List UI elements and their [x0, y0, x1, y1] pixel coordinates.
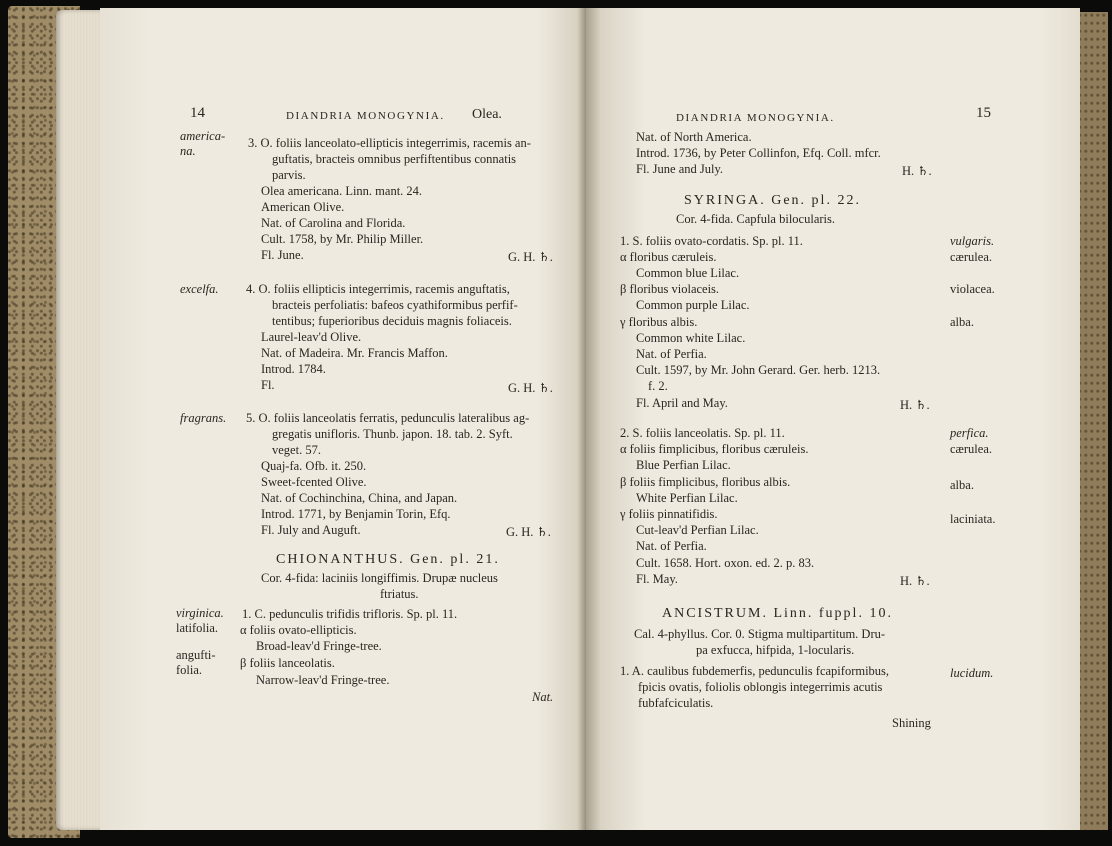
right-page — [586, 8, 1080, 830]
text-line: β foliis fimplicibus, floribus albis. — [620, 475, 791, 489]
margin-epithet: lucidum. — [950, 666, 994, 680]
genus-heading: ANCISTRUM. Linn. fuppl. 10. — [662, 606, 893, 621]
text-line: Common purple Lilac. — [636, 298, 750, 312]
text-line: Introd. 1736, by Peter Collinfon, Efq. Coll. mfcr. — [636, 146, 881, 160]
habitat-mark: G. H. ♄. — [508, 250, 553, 264]
margin-epithet: perfica. — [950, 426, 989, 440]
left-page — [100, 8, 586, 830]
text-line: Broad-leav'd Fringe-tree. — [256, 639, 382, 653]
margin-epithet: cærulea. — [950, 250, 992, 264]
text-line: 5. O. foliis lanceolatis ferratis, pedunculis lateralibus ag- — [246, 411, 530, 425]
text-line: guftatis, bracteis omnibus perfiftentibus connatis — [272, 152, 517, 166]
margin-epithet: alba. — [950, 478, 974, 492]
genus-heading: SYRINGA. Gen. pl. 22. — [684, 193, 861, 208]
text-line: Fl. June and July. — [636, 162, 724, 176]
genus-character: Cal. 4-phyllus. Cor. 0. Stigma multipartitum. Dru- — [634, 627, 886, 641]
margin-epithet: virginica. — [176, 606, 224, 620]
text-line: Laurel-leav'd Olive. — [261, 330, 362, 344]
text-line: Cult. 1597, by Mr. John Gerard. Ger. herb. 1213. — [636, 363, 881, 377]
catchword: Nat. — [532, 690, 554, 704]
text-line: γ floribus albis. — [620, 315, 698, 329]
text-line: Olea americana. Linn. mant. 24. — [261, 184, 423, 198]
text-line: β floribus violaceis. — [620, 282, 720, 296]
text-line: bracteis perfoliatis: bafeos cyathiformibus perfif- — [272, 298, 518, 312]
text-line: 1. S. foliis ovato-cordatis. Sp. pl. 11. — [620, 234, 803, 248]
text-line: f. 2. — [648, 379, 668, 393]
text-line: Quaj-fa. Ofb. it. 250. — [261, 459, 367, 473]
text-line: Cut-leav'd Perfian Lilac. — [636, 523, 759, 537]
text-line: Nat. of North America. — [636, 130, 752, 144]
text-line: gregatis unifloris. Thunb. japon. 18. tab. 2. Syft. — [272, 427, 513, 441]
page-number: 15 — [976, 105, 991, 121]
genus-heading: CHIONANTHUS. Gen. pl. 21. — [276, 552, 500, 567]
text-line: α foliis ovato-ellipticis. — [240, 623, 357, 637]
margin-epithet: na. — [180, 144, 196, 158]
text-line: Common white Lilac. — [636, 331, 746, 345]
margin-epithet: excelfa. — [180, 282, 219, 296]
margin-epithet: alba. — [950, 315, 974, 329]
text-line: 4. O. foliis ellipticis integerrimis, racemis anguftatis, — [246, 282, 510, 296]
margin-epithet: vulgaris. — [950, 234, 995, 248]
text-line: γ foliis pinnatifidis. — [620, 507, 718, 521]
text-line: β foliis lanceolatis. — [240, 656, 335, 670]
habitat-mark: G. H. ♄. — [508, 381, 553, 395]
text-line: Nat. of Perfia. — [636, 539, 707, 553]
text-line: White Perfian Lilac. — [636, 491, 738, 505]
text-line: Narrow-leav'd Fringe-tree. — [256, 673, 390, 687]
genus-character: ftriatus. — [380, 587, 419, 601]
margin-epithet: america- — [180, 129, 226, 143]
text-line: fubfafciculatis. — [638, 696, 714, 710]
text-line: Blue Perfian Lilac. — [636, 458, 731, 472]
text-line: parvis. — [272, 168, 306, 182]
text-line: Nat. of Madeira. Mr. Francis Maffon. — [261, 346, 448, 360]
text-line: Nat. of Cochinchina, China, and Japan. — [261, 491, 458, 505]
habitat-mark: H. ♄. — [900, 398, 930, 412]
genus-character: Cor. 4-fida. Capfula bilocularis. — [676, 212, 835, 226]
margin-epithet: fragrans. — [180, 411, 227, 425]
text-line: veget. 57. — [272, 443, 321, 457]
text-line: Cult. 1658. Hort. oxon. ed. 2. p. 83. — [636, 556, 815, 570]
margin-epithet: cærulea. — [950, 442, 992, 456]
text-line: Nat. of Perfia. — [636, 347, 707, 361]
text-line: American Olive. — [261, 200, 345, 214]
text-line: α floribus cæruleis. — [620, 250, 717, 264]
text-line: 3. O. foliis lanceolato-ellipticis integerrimis, racemis an- — [248, 136, 531, 150]
habitat-mark: G. H. ♄. — [506, 525, 551, 539]
running-head: DIANDRIA MONOGYNIA. — [676, 112, 835, 124]
habitat-mark: H. ♄. — [902, 164, 932, 178]
running-head: DIANDRIA MONOGYNIA. — [286, 110, 445, 122]
genus-character: Cor. 4-fida: laciniis longiffimis. Drupæ nucleus — [261, 571, 498, 585]
text-line: Fl. April and May. — [636, 396, 728, 410]
margin-epithet: folia. — [176, 663, 203, 677]
text-line: Fl. May. — [636, 572, 678, 586]
text-line: Sweet-fcented Olive. — [261, 475, 367, 489]
margin-epithet: violacea. — [950, 282, 995, 296]
book-cover-right — [1078, 12, 1108, 830]
text-line: Fl. June. — [261, 248, 304, 262]
text-line: Fl. July and Auguft. — [261, 523, 361, 537]
text-line: Common blue Lilac. — [636, 266, 740, 280]
text-line: 1. C. pedunculis trifidis trifloris. Sp. pl. 11. — [242, 607, 458, 621]
text-line: 2. S. foliis lanceolatis. Sp. pl. 11. — [620, 426, 785, 440]
margin-epithet: laciniata. — [950, 512, 996, 526]
text-line: 1. A. caulibus fubdemerfis, pedunculis fcapiformibus, — [620, 664, 890, 678]
text-line: fpicis ovatis, foliolis oblongis integerrimis acutis — [638, 680, 883, 694]
margin-epithet: latifolia. — [176, 621, 218, 635]
habitat-mark: H. ♄. — [900, 574, 930, 588]
running-head-genus: Olea. — [472, 107, 502, 122]
text-line: α foliis fimplicibus, floribus cæruleis. — [620, 442, 809, 456]
text-line: Fl. — [261, 378, 275, 392]
page-number: 14 — [190, 105, 205, 121]
genus-character: pa exfucca, hifpida, 1-locularis. — [696, 643, 855, 657]
text-line: Introd. 1771, by Benjamin Torin, Efq. — [261, 507, 451, 521]
text-line: tentibus; fuperioribus deciduis magnis foliaceis. — [272, 314, 512, 328]
text-line: Cult. 1758, by Mr. Philip Miller. — [261, 232, 424, 246]
text-line: Introd. 1784. — [261, 362, 326, 376]
catchword: Shining — [892, 716, 931, 730]
margin-epithet: angufti- — [176, 648, 216, 662]
text-line: Nat. of Carolina and Florida. — [261, 216, 406, 230]
